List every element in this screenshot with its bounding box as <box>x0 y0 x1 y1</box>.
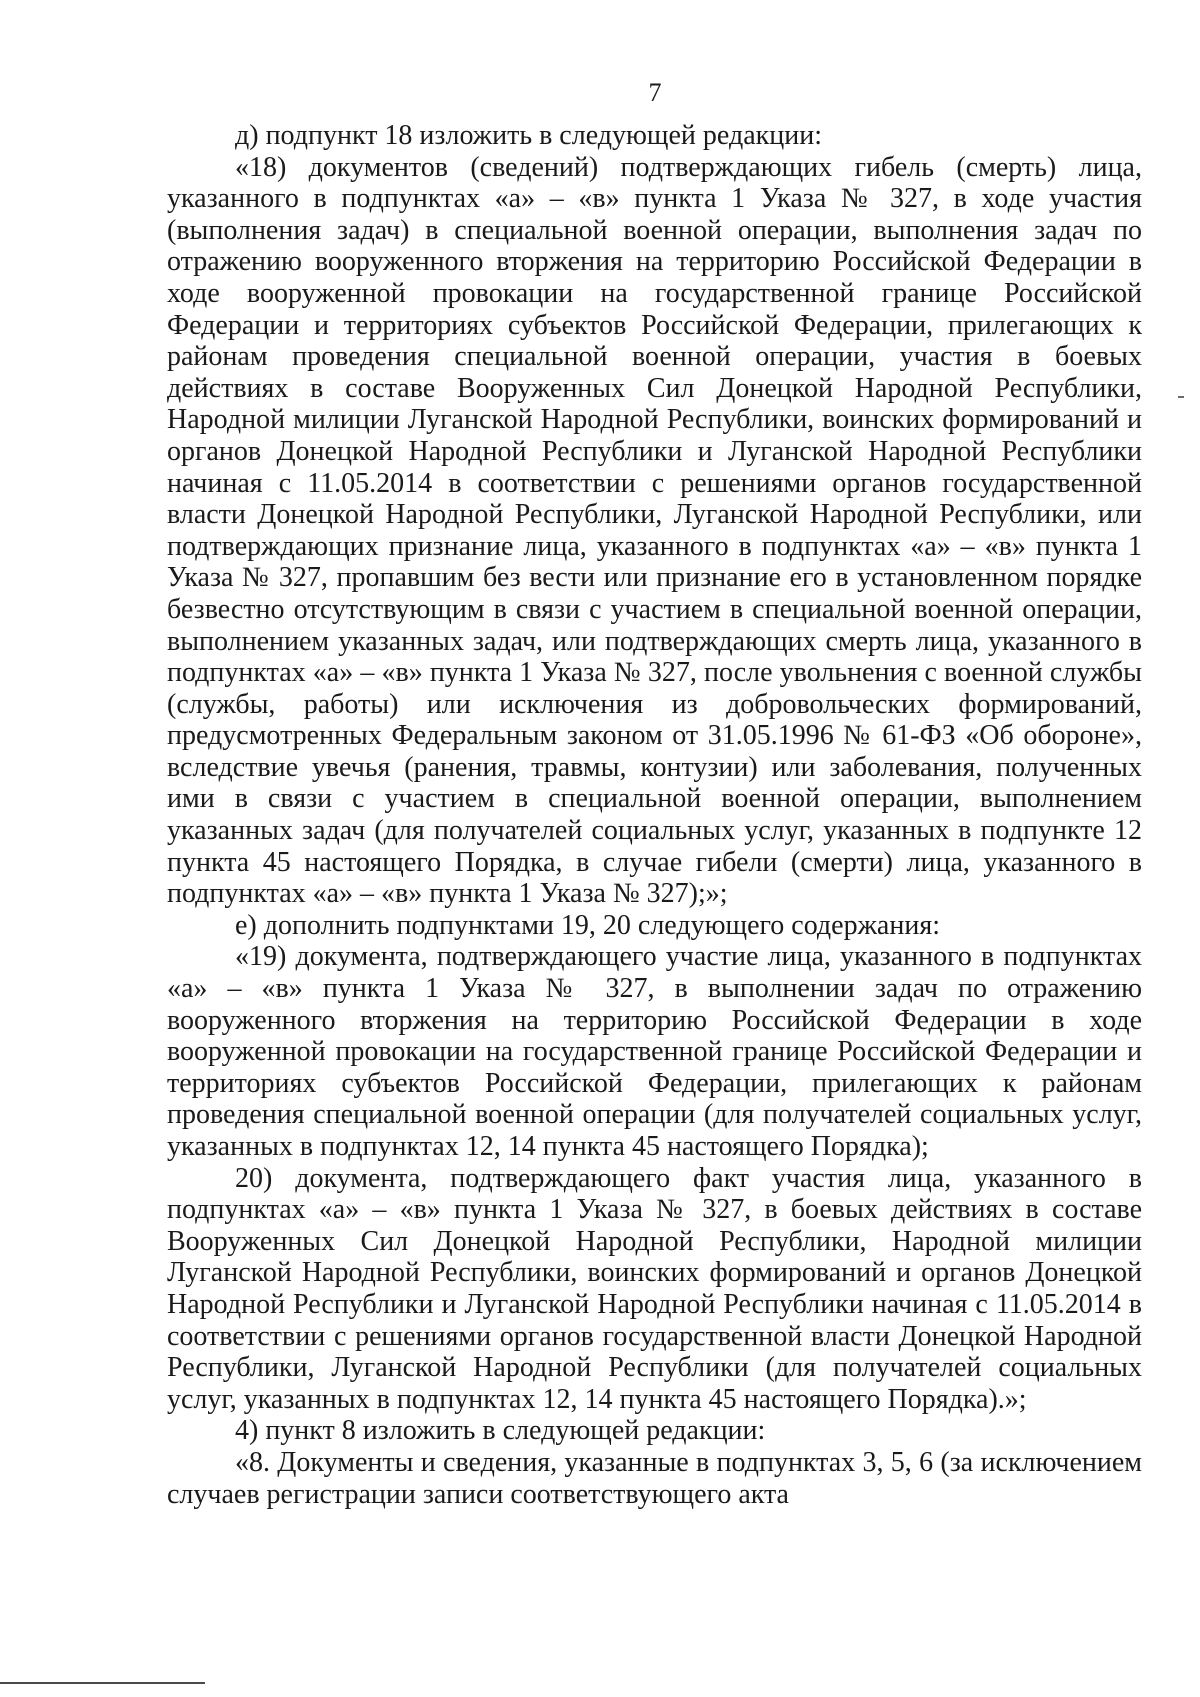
document-body <box>167 120 1142 1510</box>
paragraph-item-4: 4) пункт 8 изложить в следующей редакции: <box>235 1415 766 1447</box>
scan-artifact-mark <box>1178 396 1184 398</box>
paragraph-subitem-19-text: «19) документа, подтверждающего участие лица, указанного в подпунктах «а» – «в» пункта 1 Указа № 327, в выполнении задач по отражению вооруженного вторжения на территорию Российской Федерации в ходе вооруженной провокации на государственной границе Российской Федерации и территориях субъектов Российской Федерации, прилегающих к районам проведения специальной военной операции (для получателей социальных услуг, указанных в подпунктах 12, 14 пункта 45 настоящего Порядка); <box>167 941 1142 1162</box>
paragraph-e-add-subitems: е) дополнить подпунктами 19, 20 следующего содержания: <box>235 909 940 941</box>
page-number: 7 <box>648 78 662 107</box>
paragraph-subitem-20-text: 20) документа, подтверждающего факт участия лица, указанного в подпунктах «а» – «в» пункта 1 Указа № 327, в боевых действиях в составе Вооруженных Сил Донецкой Народной Республики, Народной милиции Луганской Народной Республики, воинских формирований и органов Донецкой Народной Республики и Луганской Народной Республики начиная с 11.05.2014 в соответствии с решениями органов государственной власти Донецкой Народной Республики, Луганской Народной Республики (для получателей социальных услуг, указанных в подпунктах 12, 14 пункта 45 настоящего Порядка).»; <box>167 1162 1142 1415</box>
paragraph-d-subitem-18: д) подпункт 18 изложить в следующей редакции: <box>235 120 822 151</box>
scan-artifact-bottom-line <box>0 1682 205 1684</box>
paragraph-subitem-18-text: «18) документов (сведений) подтверждающих гибель (смерть) лица, указанного в подпунктах «а» – «в» пункта 1 Указа № 327, в ходе участия (выполнения задач) в специальной военной операции, выполнения задач по отражению вооруженного вторжения на территорию Российской Федерации в ходе вооруженной провокации на государственной границе Российской Федерации и территориях субъектов Российской Федерации, прилегающих к районам проведения специальной военной операции, участия в боевых действиях в составе Вооруженных Сил Донецкой Народной Республики, Народной милиции Луганской Народной Республики, воинских формирований и органов Донецкой Народной Республики и Луганской Народной Республики начиная с 11.05.2014 в соответствии с решениями органов государственной власти Донецкой Народной Республики, Луганской Народной Республики, или подтверждающих признание лица, указанного в подпунктах «а» – «в» пункта 1 Указа № 327, пропавшим без вести или признание его в установленном порядке безвестно отсутствующим в связи с участием в специальной военной операции, выполнением указанных задач, или подтверждающих смерть лица, указанного в подпунктах «а» – «в» пункта 1 Указа № 327, после увольнения с военной службы (службы, работы) или исключения из добровольческих формирований, предусмотренных Федеральным законом от 31.05.1996 № 61-ФЗ «Об обороне», вследствие увечья (ранения, травмы, контузии) или заболевания, полученных ими в связи с участием в специальной военной операции, выполнением указанных задач (для получателей социальных услуг, указанных в подпункте 12 пункта 45 настоящего Порядка, в случае гибели (смерти) лица, указанного в подпунктах «а» – «в» пункта 1 Указа № 327);»; <box>167 151 1142 910</box>
paragraph-item-8-text: «8. Документы и сведения, указанные в подпунктах 3, 5, 6 (за исключением случаев регистрации записи соответствующего акта <box>167 1446 1142 1510</box>
